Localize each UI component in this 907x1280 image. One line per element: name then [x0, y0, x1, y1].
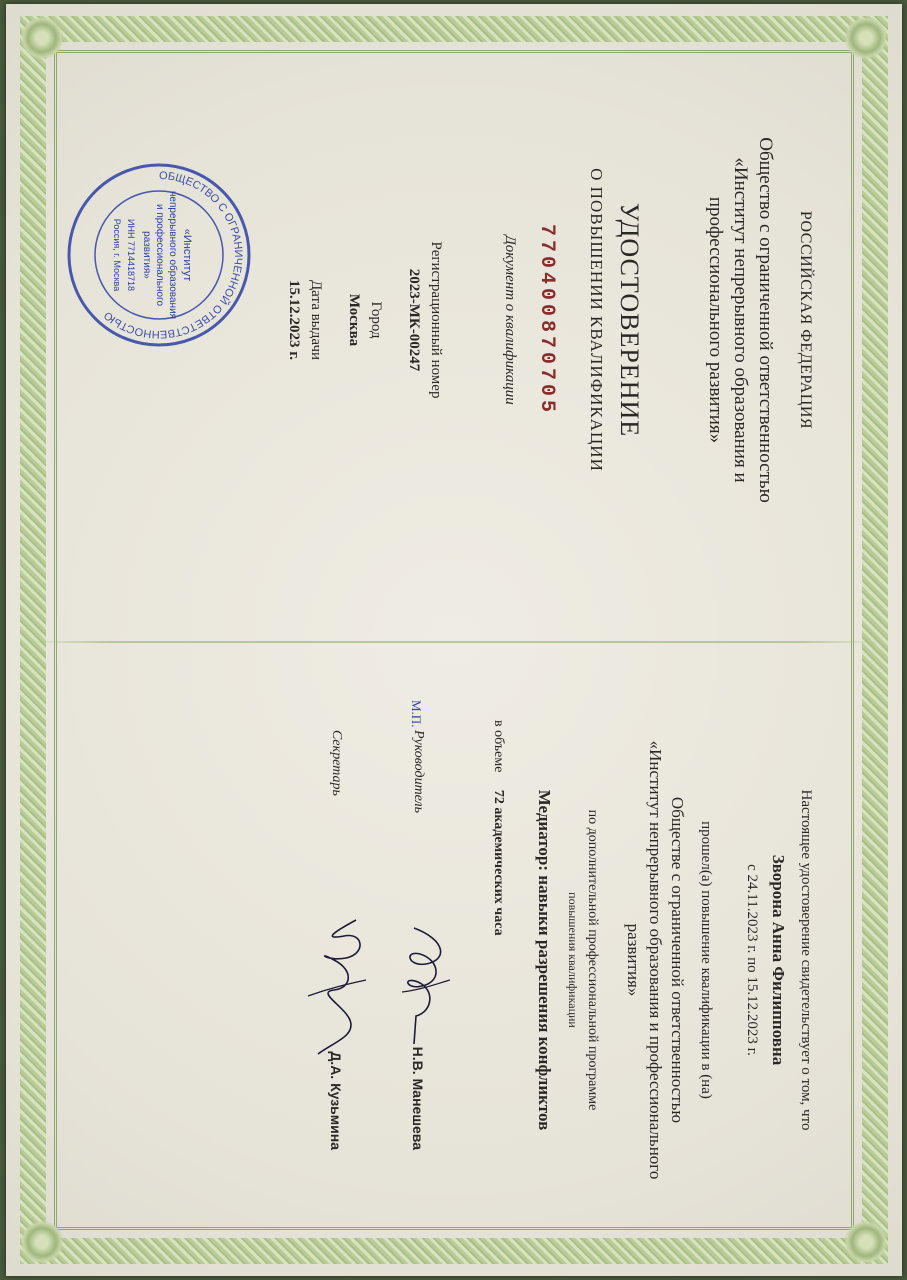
issuer-line: «Институт непрерывного образования и	[729, 157, 751, 483]
organization-line: «Институт непрерывного образования и профессионального	[645, 740, 665, 1180]
certification-text: Настоящее удостоверение свидетельствует о том, что	[797, 789, 814, 1131]
training-period: с 24.11.2023 г. по 15.12.2023 г.	[743, 864, 760, 1056]
stamp-ring-text: ОБЩЕСТВО С ОГРАНИЧЕННОЙ ОТВЕТСТВЕННОСТЬЮ	[101, 169, 244, 341]
passed-text: прошел(а) повышение квалификации в (на)	[697, 821, 714, 1099]
organization-line: развития»	[623, 923, 643, 997]
secretary-signature	[304, 910, 374, 1060]
program-name: Медиатор: навыки разрешения конфликтов	[534, 789, 554, 1131]
organization-stamp	[64, 160, 254, 350]
holder-name: Зворона Анна Филипповна	[768, 854, 788, 1066]
country-heading: РОССИЙСКАЯ ФЕДЕРАЦИЯ	[796, 210, 814, 430]
city-value: Москва	[345, 293, 362, 347]
issuer-organization	[703, 40, 778, 600]
head-signature	[396, 920, 456, 1050]
right-page	[0, 640, 907, 1280]
program-label: по дополнительной профессиональной программе	[584, 809, 600, 1111]
right-page-content	[64, 680, 844, 1240]
volume-value: 72 академических часа	[490, 789, 506, 936]
document-note: Документ о квалификации	[501, 235, 518, 405]
organization-line: Обществе с ограниченной ответственностью	[667, 796, 687, 1124]
document-subtitle: О ПОВЫШЕНИИ КВАЛИФИКАЦИИ	[586, 168, 606, 472]
registration-label: Регистрационный номер	[427, 241, 444, 399]
stamp-center-text: развития»	[140, 231, 152, 279]
left-page-content	[64, 40, 844, 600]
issuer-line: профессионального развития»	[704, 196, 726, 444]
stamp-center-text: непрерывного образования	[166, 190, 178, 320]
issue-date-value: 15.12.2023 г.	[285, 279, 302, 361]
secretary-role: Секретарь	[328, 730, 344, 796]
document-title: УДОСТОВЕРЕНИЕ	[614, 202, 644, 438]
secretary-name: Д.А. Кузьмина	[327, 1051, 344, 1150]
city-label: Город	[367, 301, 384, 339]
stamp-center-text: и профессионального	[153, 203, 165, 307]
program-subtitle: повышения квалификации	[565, 892, 580, 1028]
stamp-city: Россия, г. Москва	[111, 218, 122, 292]
issuer-line: Общество с ограниченной ответственностью	[754, 137, 776, 503]
issue-date-label: Дата выдачи	[307, 279, 324, 361]
training-organization	[622, 680, 688, 1240]
stamp-inn: ИНН 7714418718	[125, 218, 136, 292]
head-name: Н.В. Манешева	[409, 1046, 426, 1150]
volume-label: в объеме	[490, 720, 506, 773]
stamp-place-mark: М.П.	[408, 700, 424, 728]
document-number: 770400870705	[534, 223, 558, 417]
head-role: Руководитель	[410, 730, 426, 814]
stamp-center-text: «Институт	[180, 228, 193, 282]
registration-number: 2023-МК-00247	[405, 268, 422, 372]
volume-row	[490, 720, 506, 936]
